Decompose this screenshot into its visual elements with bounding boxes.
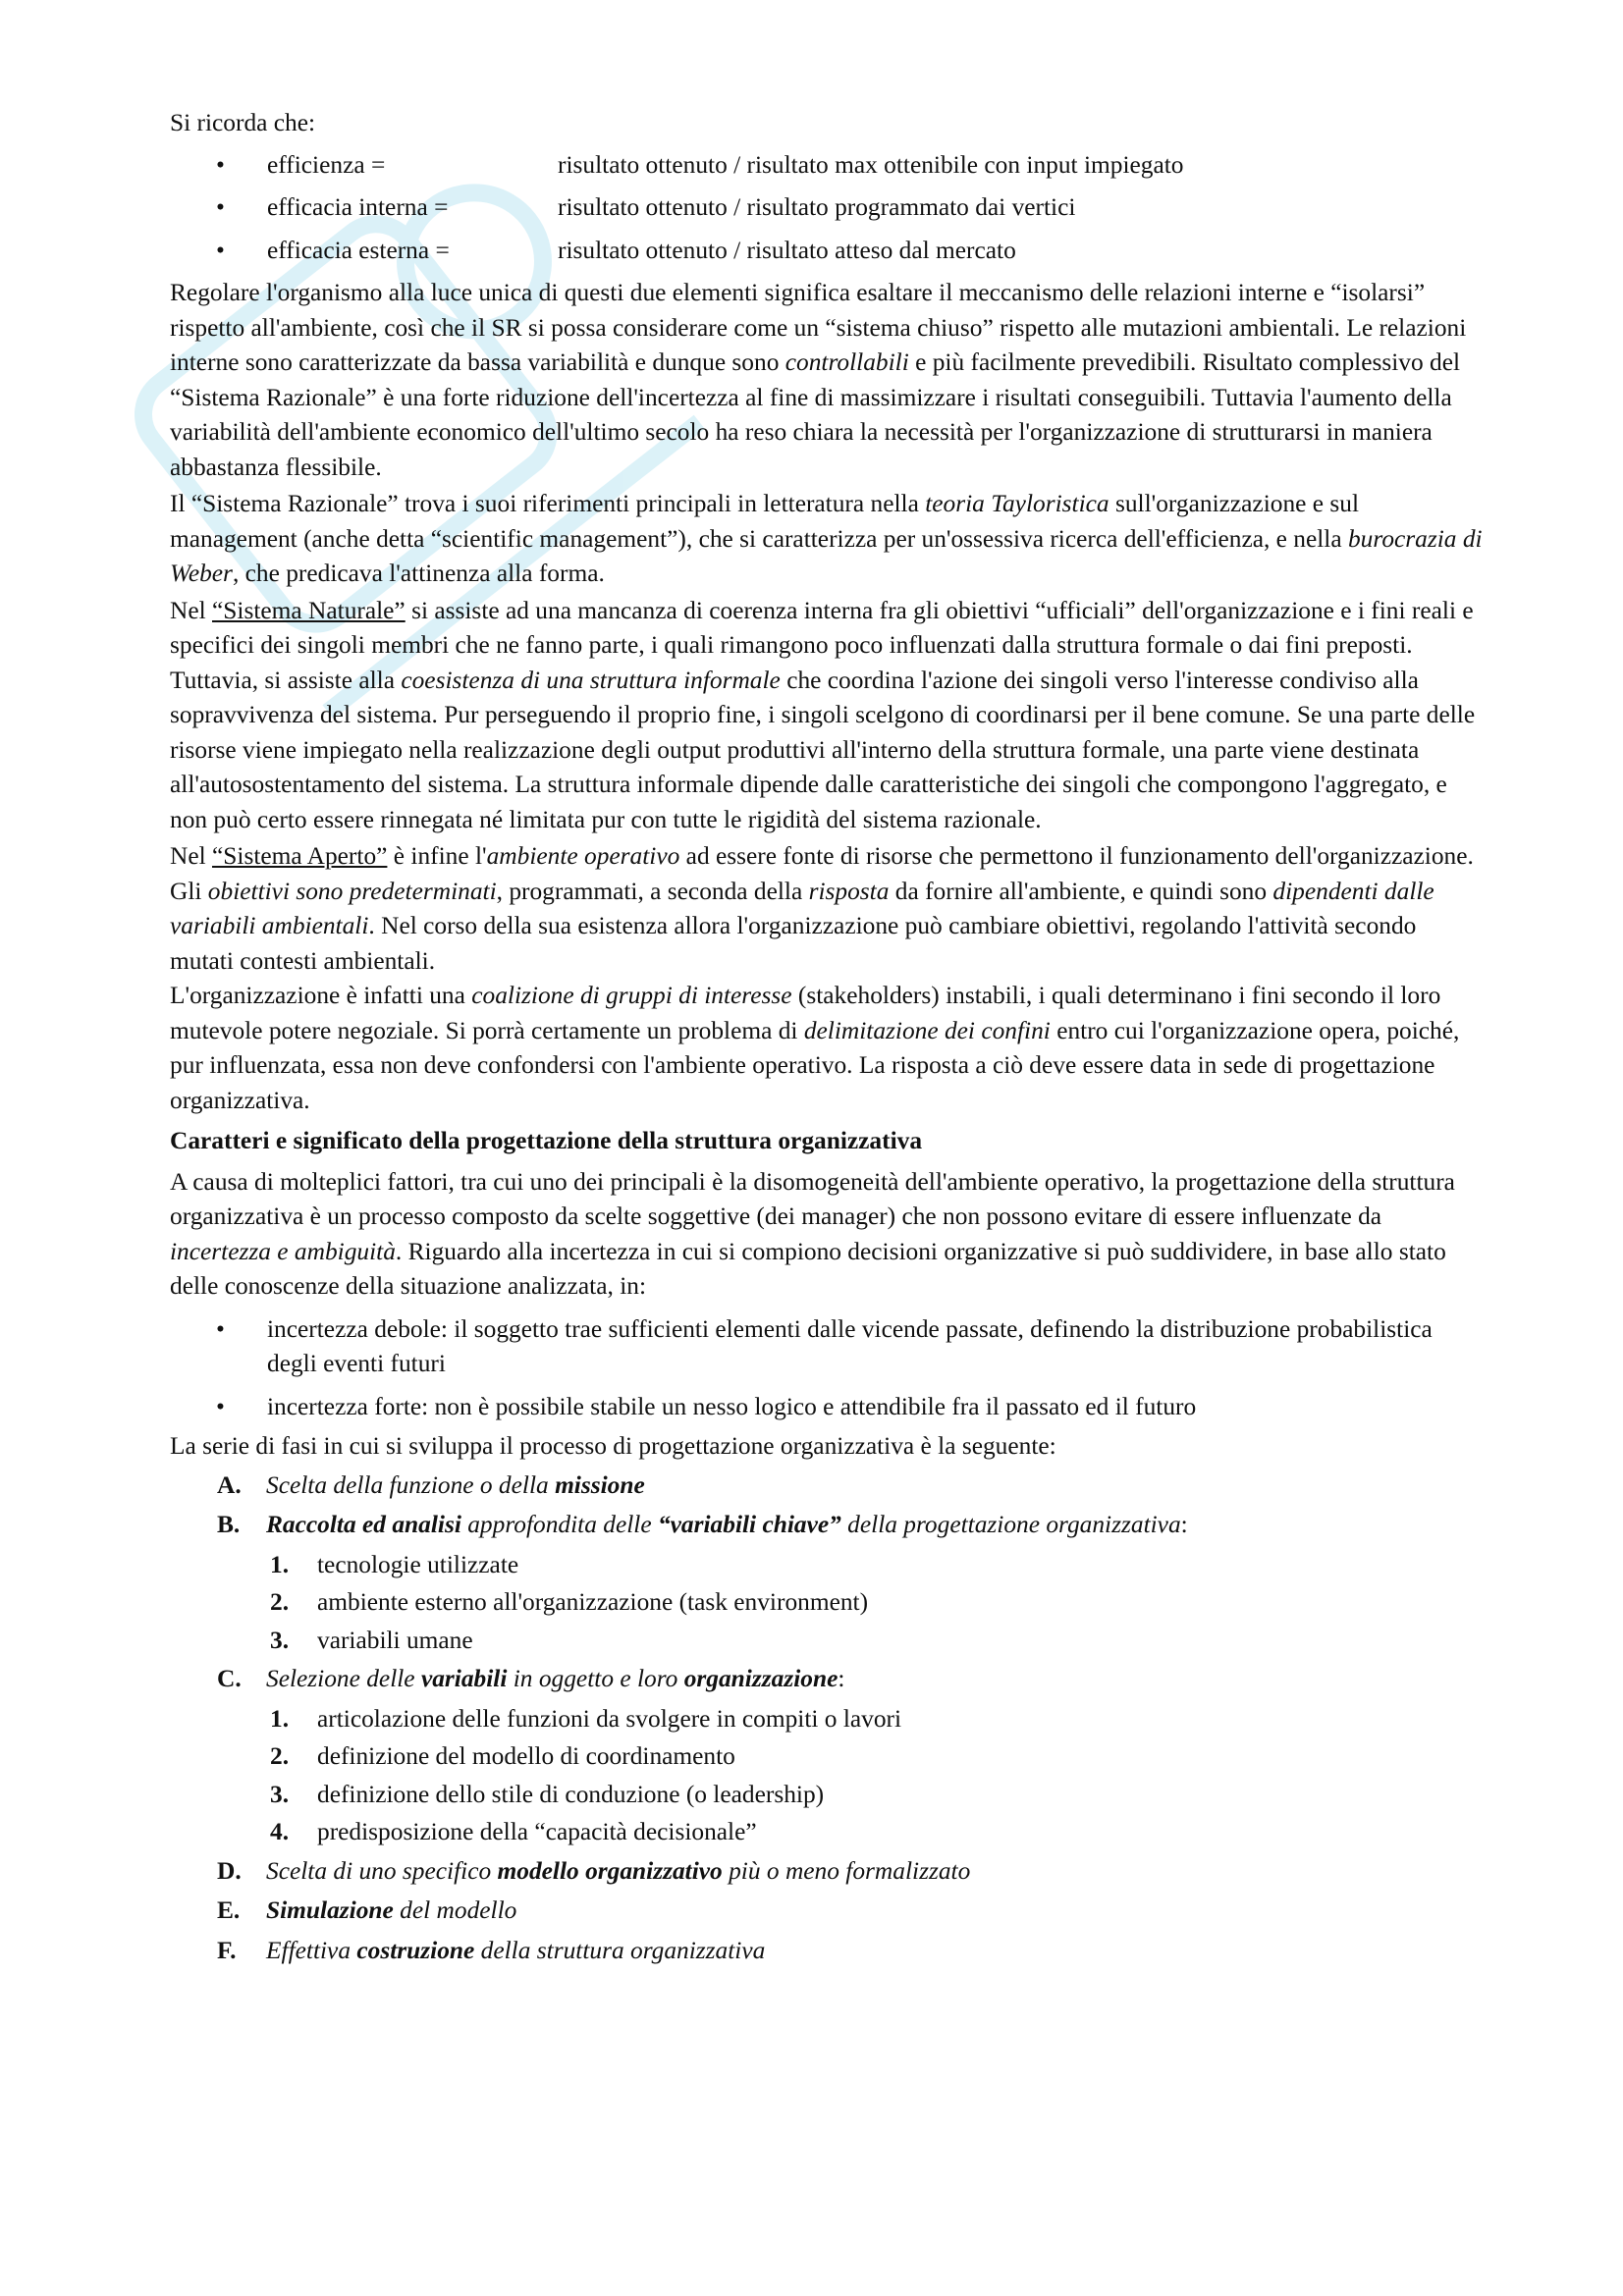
list-item: • incertezza debole: il soggetto trae sufficienti elementi dalle vicende passate, definendo la distribuzione probabilistica degli eventi futuri [170, 1312, 1486, 1382]
list-item [170, 190, 1486, 226]
list-item: 3. definizione dello stile di conduzione (o leadership) [270, 1780, 825, 1808]
bullet-icon: • [216, 236, 225, 264]
bullet-icon: • [216, 1392, 225, 1420]
paragraph-sistema-naturale: Nel “Sistema Naturale” si assiste ad una mancanza di coerenza interna fra gli obiettivi “ufficiali” dell'organizzazione e i fini reali e specifici dei singoli membri che ne fanno parte, i quali rimangono poco influenzati dalla struttura formale o dai fini preposti. Tuttavia, si assiste alla coesistenza di una struttura informale che coordina l'azione dei singoli verso l'interesse condiviso alla sopravvivenza del sistema. Pur perseguendo il proprio fine, i singoli scelgono di coordinarsi per il bene comune. Se una parte delle risorse viene impiegato nella realizzazione degli output produttivi all'interno della struttura formale, una parte viene destinata all'autosostentamento del sistema. La struttura informale dipende dalle caratteristiche dei singoli che compongono l'aggregato, e non può certo essere rinnegata né limitata pur con tutte le rigidità del sistema razionale. [170, 596, 1476, 833]
list-item: E. Simulazione del modello [217, 1896, 517, 1924]
formula-label: efficacia interna = [267, 193, 449, 221]
bullet-icon: • [216, 1314, 225, 1343]
document-page [170, 106, 1486, 1973]
paragraph-regolare: Regolare l'organismo alla luce unica di questi due elementi significa esaltare il meccanismo delle relazioni interne e “isolarsi” rispetto all'ambiente, così che il SR si possa considerare come un “sistema chiuso” rispetto alle mutazioni ambientali. Le relazioni interne sono caratterizzate da bassa variabilità e dunque sono controllabili e più facilmente prevedibili. Risultato complessivo del “Sistema Razionale” è una forte riduzione dell'incertezza al fine di massimizzare i risultati conseguibili. Tuttavia l'aumento della variabilità dell'ambiente economico dell'ultimo secolo ha reso chiara la necessità per l'organizzazione di strutturarsi in maniera abbastanza flessibile. [170, 279, 1467, 481]
section-heading: Caratteri e significato della progettazione della struttura organizzativa [170, 1127, 923, 1154]
paragraph-sistema-razionale: Il “Sistema Razionale” trova i suoi riferimenti principali in letteratura nella teoria Tayloristica sull'organizzazione e sul management (anche detta “scientific management”), che si caratterizza per un'ossessiva ricerca dell'efficienza, e nella burocrazia di Weber, che predicava l'attinenza alla forma. [170, 490, 1483, 587]
bullet-icon: • [216, 193, 225, 221]
fasi-list [170, 1468, 1486, 1969]
list-item: D. Scelta di uno specifico modello organizzativo più o meno formalizzato [217, 1856, 971, 1885]
list-item: 1. articolazione delle funzioni da svolgere in compiti o lavori [270, 1704, 902, 1733]
list-item: B. Raccolta ed analisi approfondita delle “variabili chiave” della progettazione organizzativa: [217, 1511, 1188, 1538]
formula-label: efficienza = [267, 150, 386, 179]
formula-label: efficacia esterna = [267, 236, 450, 264]
paragraph-causa: A causa di molteplici fattori, tra cui uno dei principali è la disomogeneità dell'ambiente operativo, la progettazione della struttura organizzativa è un processo composto da scelte soggettive (dei manager) che non possono evitare di essere influenzate da incertezza e ambiguità. Riguardo alla incertezza in cui si compiono decisioni organizzative si può suddividere, in base allo stato delle conoscenze della situazione analizzata, in: [170, 1167, 1455, 1300]
list-item [170, 148, 1486, 184]
list-item: A. Scelta della funzione o della missione [217, 1470, 645, 1499]
paragraph-sistema-aperto: Nel “Sistema Aperto” è infine l'ambiente operativo ad essere fonte di risorse che permettono il funzionamento dell'organizzazione. Gli obiettivi sono predeterminati, programmati, a seconda della risposta da fornire all'ambiente, e quindi sono dipendenti dalle variabili ambientali. Nel corso della sua esistenza allora l'organizzazione può cambiare obiettivi, regolando l'attività secondo mutati contesti ambientali. L'organizzazione è infatti una coalizione di gruppi di interesse (stakeholders) instabili, i quali determinano i fini secondo il loro mutevole potere negoziale. Si porrà certamente un problema di delimitazione dei confini entro cui l'organizzazione opera, poiché, pur influenzata, essa non deve confondersi con l'ambiente operativo. La risposta a ciò deve essere data in sede di progettazione organizzativa. [170, 842, 1474, 1114]
list-item: 2. definizione del modello di coordinamento [270, 1742, 735, 1770]
list-item: 4. predisposizione della “capacità decisionale” [270, 1818, 757, 1845]
list-item: 1. tecnologie utilizzate [270, 1550, 519, 1578]
formula-text: risultato ottenuto / risultato programmato dai vertici [558, 193, 1076, 221]
incertezza-list [170, 1312, 1486, 1425]
list-item: F. Effettiva costruzione della struttura organizzativa [217, 1936, 766, 1964]
fasi-intro: La serie di fasi in cui si sviluppa il processo di progettazione organizzativa è la seguente: [170, 1432, 1056, 1460]
intro-text: Si ricorda che: [170, 109, 316, 136]
list-item [170, 234, 1486, 269]
list-item: 2. ambiente esterno all'organizzazione (task environment) [270, 1588, 869, 1616]
list-item: • incertezza forte: non è possibile stabile un nesso logico e attendibile fra il passato ed il futuro [170, 1390, 1486, 1425]
formula-text: risultato ottenuto / risultato atteso dal mercato [558, 236, 1016, 264]
bullet-icon: • [216, 150, 225, 179]
formula-text: risultato ottenuto / risultato max ottenibile con input impiegato [558, 150, 1184, 179]
list-item: C. Selezione delle variabili in oggetto e loro organizzazione: [217, 1665, 845, 1692]
formula-list [170, 148, 1486, 269]
list-item: 3. variabili umane [270, 1626, 473, 1654]
